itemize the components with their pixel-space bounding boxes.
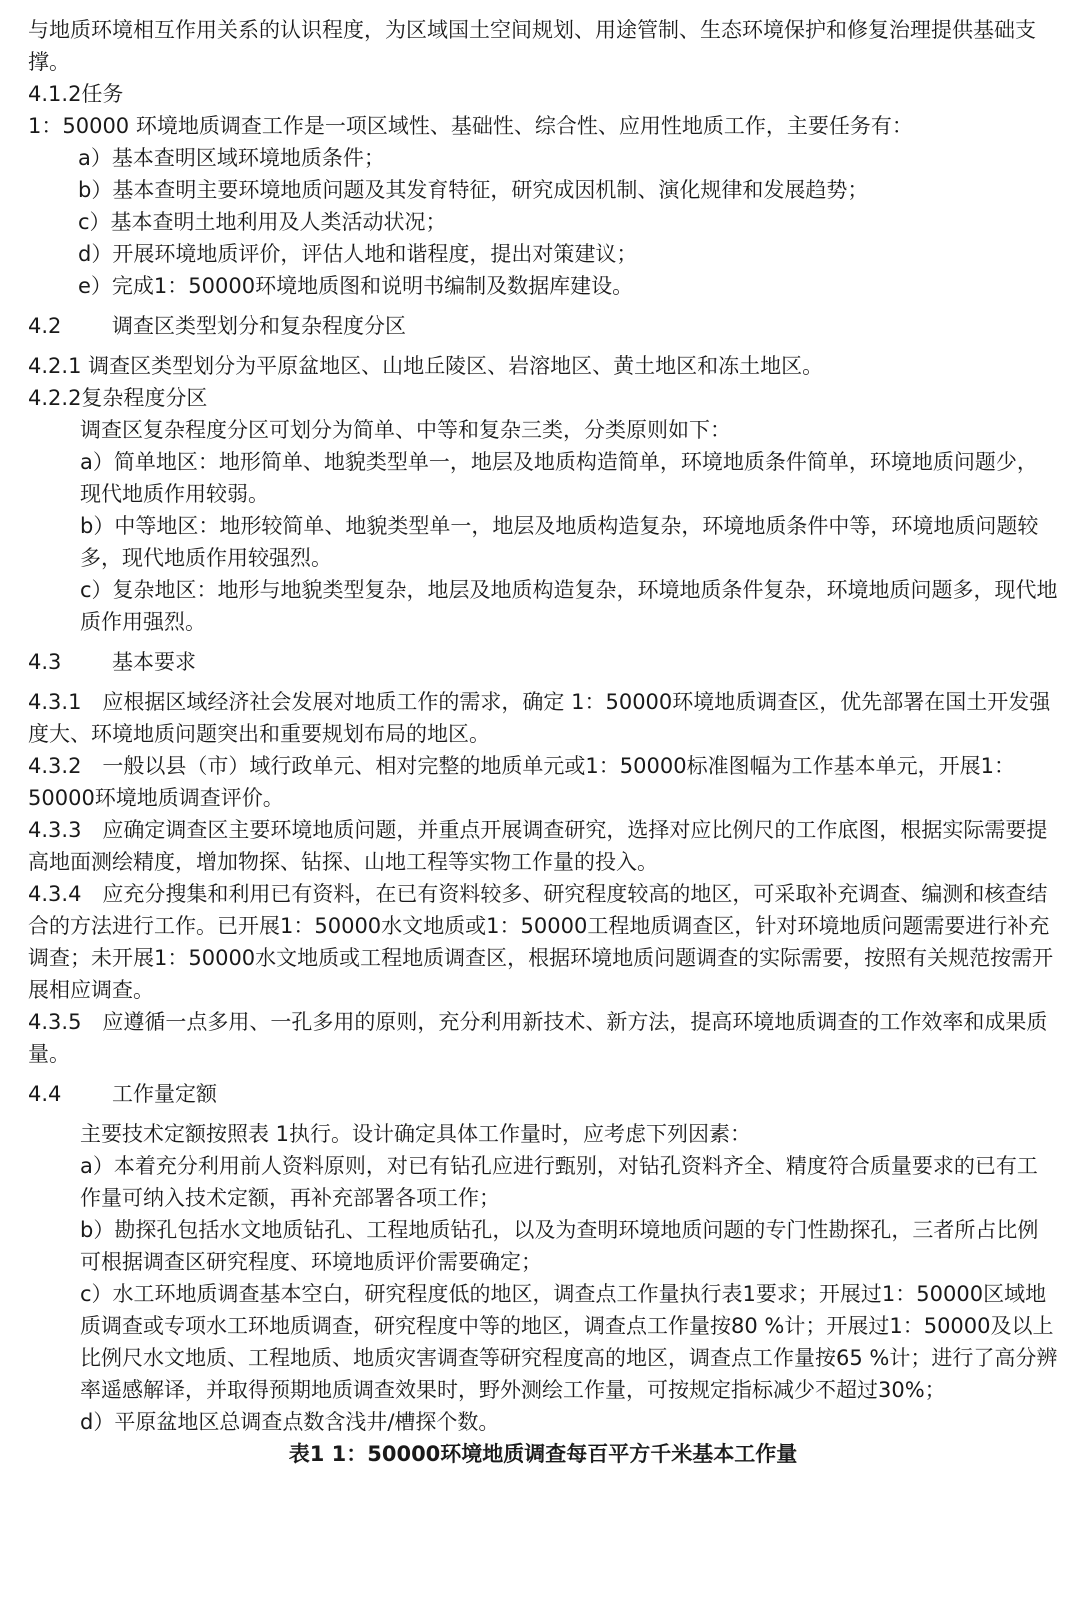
task-item-c: c）基本查明土地利用及人类活动状况； (78, 210, 447, 234)
task-item-a: a）基本查明区域环境地质条件； (78, 146, 385, 170)
complexity-item-c: c）复杂地区：地形与地貌类型复杂，地层及地质构造复杂，环境地质条件复杂，环境地质问题多，现代地质作用强烈。 (80, 578, 1058, 634)
section-4-4-number: 4.4 (28, 1082, 62, 1106)
section-4-1-2-heading: 4.1.2任务 (28, 82, 124, 106)
quota-item-a: a）本着充分利用前人资料原则，对已有钻孔应进行甄别，对钻孔资料齐全、精度符合质量要求的已有工作量可纳入技术定额，再补充部署各项工作； (80, 1154, 1038, 1210)
section-4-2-1-paragraph: 4.2.1 调查区类型划分为平原盆地区、山地丘陵区、岩溶地区、黄土地区和冻土地区。 (28, 354, 824, 378)
section-4-2-number: 4.2 (28, 314, 62, 338)
section-4-2-heading (28, 310, 1058, 342)
section-4-2-title: 调查区类型划分和复杂程度分区 (112, 314, 406, 338)
requirement-4-3-1: 4.3.1 应根据区域经济社会发展对地质工作的需求，确定 1：50000环境地质调查区，优先部署在国土开发强度大、环境地质问题突出和重要规划布局的地区。 (28, 690, 1051, 746)
quota-item-b: b）勘探孔包括水文地质钻孔、工程地质钻孔，以及为查明环境地质问题的专门性勘探孔，三者所占比例可根据调查区研究程度、环境地质评价需要确定； (80, 1218, 1039, 1274)
section-4-3-title: 基本要求 (112, 650, 196, 674)
document-page (28, 14, 1058, 1470)
requirement-4-3-4: 4.3.4 应充分搜集和利用已有资料，在已有资料较多、研究程度较高的地区，可采取补充调查、编测和核查结合的方法进行工作。已开展1：50000水文地质或1：50000工程地质调查区，针对环境地质问题需要进行补充调查；未开展1：50000水文地质或工程地质调查区，根据环境地质问题调查的实际需要，按照有关规范按需开展相应调查。 (28, 882, 1054, 1002)
task-item-d: d）开展环境地质评价，评估人地和谐程度，提出对策建议； (78, 242, 638, 266)
section-4-2-2-lead: 调查区复杂程度分区可划分为简单、中等和复杂三类，分类原则如下： (80, 418, 731, 442)
section-4-3-number: 4.3 (28, 650, 62, 674)
task-item-e: e）完成1：50000环境地质图和说明书编制及数据库建设。 (78, 274, 634, 298)
section-4-1-2-lead: 1：50000 环境地质调查工作是一项区域性、基础性、综合性、应用性地质工作，主要任务有： (28, 114, 913, 138)
section-4-4-title: 工作量定额 (112, 1082, 217, 1106)
section-4-4-lead: 主要技术定额按照表 1执行。设计确定具体工作量时，应考虑下列因素： (80, 1122, 752, 1146)
requirement-4-3-3: 4.3.3 应确定调查区主要环境地质问题，并重点开展调查研究，选择对应比例尺的工作底图，根据实际需要提高地面测绘精度，增加物探、钻探、山地工程等实物工作量的投入。 (28, 818, 1048, 874)
section-4-3-heading (28, 646, 1058, 678)
table-caption: 表1 1：50000环境地质调查每百平方千米基本工作量 (288, 1442, 798, 1466)
quota-item-d: d）平原盆地区总调查点数含浅井/槽探个数。 (80, 1410, 500, 1434)
section-4-4-heading (28, 1078, 1058, 1110)
complexity-item-b: b）中等地区：地形较简单、地貌类型单一，地层及地质构造复杂，环境地质条件中等，环境地质问题较多，现代地质作用较强烈。 (80, 514, 1039, 570)
quota-item-c: c）水工环地质调查基本空白，研究程度低的地区，调查点工作量执行表1要求；开展过1：50000区域地质调查或专项水工环地质调查，研究程度中等的地区，调查点工作量按80 %计；开展过1：50000及以上比例尺水文地质、工程地质、地质灾害调查等研究程度高的地区，调查点工作量按65 %计；进行了高分辨率遥感解译，并取得预期地质调查效果时，野外测绘工作量，可按规定指标减少不超过30%； (80, 1282, 1058, 1402)
requirement-4-3-2: 4.3.2 一般以县（市）域行政单元、相对完整的地质单元或1：50000标准图幅为工作基本单元，开展1：50000环境地质调查评价。 (28, 754, 1015, 810)
task-item-b: b）基本查明主要环境地质问题及其发育特征，研究成因机制、演化规律和发展趋势； (78, 178, 869, 202)
requirement-4-3-5: 4.3.5 应遵循一点多用、一孔多用的原则，充分利用新技术、新方法，提高环境地质调查的工作效率和成果质量。 (28, 1010, 1048, 1066)
section-4-2-2-heading: 4.2.2复杂程度分区 (28, 386, 208, 410)
intro-paragraph: 与地质环境相互作用关系的认识程度，为区域国土空间规划、用途管制、生态环境保护和修复治理提供基础支撑。 (28, 18, 1036, 74)
complexity-item-a: a）简单地区：地形简单、地貌类型单一，地层及地质构造简单，环境地质条件简单，环境地质问题少，现代地质作用较弱。 (80, 450, 1038, 506)
